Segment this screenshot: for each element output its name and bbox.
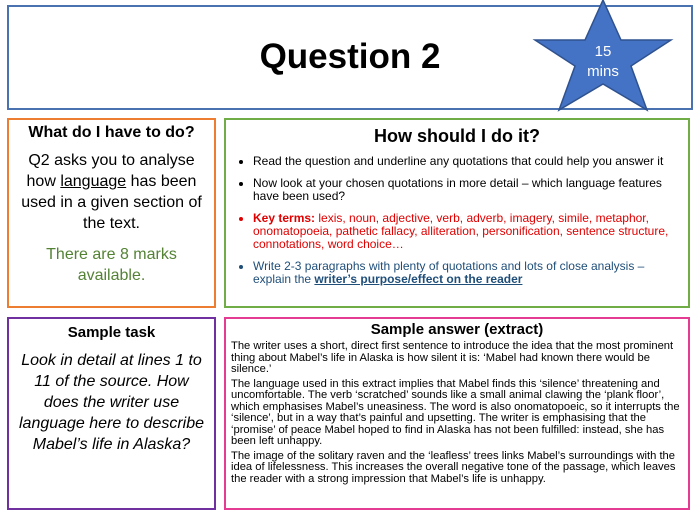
how-to-heading: How should I do it? (374, 126, 540, 146)
what-to-do-text-end: has been used in a given section of the text. (21, 173, 202, 232)
sample-task-text: Look in detail at lines 1 to 11 of the source. How does the writer use language here to describe Mabel’s life in Alaska? (18, 352, 205, 453)
language-underlined: language (60, 173, 127, 190)
what-to-do-heading: What do I have to do? (28, 124, 195, 141)
answer-paragraph-1: The writer uses a short, direct first sentence to introduce the idea that the most prominent thing about Mabel’s life in Alaska is how silent it is: ‘Mabel had known there would be silence.’ (231, 340, 674, 375)
key-terms-label: Key terms: (253, 211, 316, 225)
what-to-do-text-start: Q2 asks you to analyse how (26, 152, 195, 190)
how-to-panel (224, 118, 690, 308)
writer-purpose-emphasis: writer’s purpose/effect on the reader (314, 272, 523, 286)
paragraphs-instruction: Write 2-3 paragraphs with plenty of quotations and lots of close analysis – explain the (253, 259, 645, 286)
key-terms-list: lexis, noun, adjective, verb, adverb, imagery, simile, metaphor, onomatopoeia, pathetic fallacy, alliteration, personification, sentence structure, connotations, word choice… (253, 211, 669, 251)
time-badge-number: 15 (594, 43, 612, 60)
page-title: Question 2 (259, 37, 441, 76)
time-badge (573, 42, 633, 82)
what-to-do-panel (7, 118, 216, 308)
sample-answer-heading: Sample answer (extract) (370, 321, 544, 338)
time-badge-unit: mins (587, 63, 619, 80)
sample-answer-panel (224, 317, 690, 510)
answer-paragraph-3: The image of the solitary raven and the ‘leafless’ trees links Mabel’s surroundings with the idea of lifelessness. This increases the overall negative tone of the passage, which leaves the reader with a strong impression that Mabel’s life is unhappy. (231, 449, 676, 485)
how-to-item-detail: • Now look at your chosen quotations in more detail – which language features have been used? (253, 177, 682, 203)
how-to-list (226, 155, 682, 286)
how-to-item-underline: • Read the question and underline any quotations that could help you answer it (253, 155, 682, 168)
sample-task-panel (7, 317, 216, 510)
answer-paragraph-2: The language used in this extract implies that Mabel finds this ‘silence’ threatening and uncomfortable. The verb ‘scratched’ sounds like a small animal clawing the ‘plank floor’, which emphasises Mabel’s uneasiness. The word is also onomatopoeic, so it interrupts the ‘silence’, but in a way that’s painful and upsetting. The writer is emphasising that the ‘promise’ of peace Mabel hoped to find in Alaska has not been fulfilled: instead, she has been left unhappy. (231, 377, 680, 447)
how-to-item-paragraphs (253, 260, 682, 286)
marks-available: There are 8 marks available. (46, 246, 177, 284)
what-to-do-text (19, 150, 204, 234)
how-to-item-key-terms (253, 212, 682, 251)
sample-task-heading: Sample task (67, 324, 156, 341)
